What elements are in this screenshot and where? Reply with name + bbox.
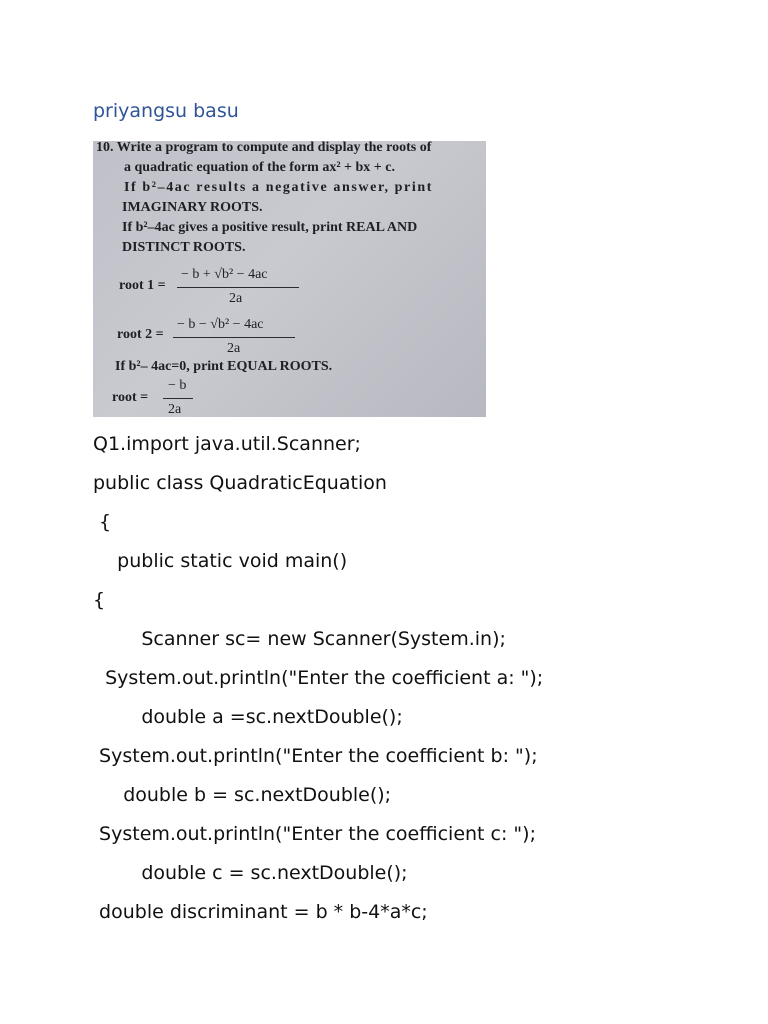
question-line-7: If b²– 4ac=0, print EQUAL ROOTS. [115,359,333,374]
root1-denominator: 2a [229,291,243,306]
root2-denominator: 2a [227,341,241,356]
code-line-5: { [93,589,106,611]
root1-label: root 1 = [119,278,166,293]
question-line-6: DISTINCT ROOTS. [122,240,246,255]
code-line-7: System.out.println("Enter the coefficient a: "); [93,667,544,689]
code-line-10: double b = sc.nextDouble(); [93,784,392,806]
code-line-13: double discriminant = b * b-4*a*c; [93,901,428,923]
code-line-6: Scanner sc= new Scanner(System.in); [93,628,506,650]
code-line-2: public class QuadraticEquation [93,472,387,494]
root2-numerator: − b − √b² − 4ac [177,317,264,332]
root-label: root = [112,390,149,405]
code-line-1: Q1.import java.util.Scanner; [93,433,361,455]
code-line-4: public static void main() [93,550,348,572]
question-line-4: IMAGINARY ROOTS. [122,200,263,215]
root-numerator: − b [168,378,187,393]
question-line-5: If b²–4ac gives a positive result, print REAL AND [122,220,418,235]
root-denominator: 2a [168,402,182,417]
root2-label: root 2 = [117,327,164,342]
author-name: priyangsu basu [93,100,239,122]
root2-fraction-bar [173,337,295,338]
code-line-3: { [93,511,112,533]
code-line-9: System.out.println("Enter the coefficient b: "); [93,745,538,767]
question-line-2: a quadratic equation of the form ax² + bx + c. [124,160,395,175]
question-line-1: 10. Write a program to compute and display the roots of [96,141,432,155]
question-photo [93,141,486,417]
code-line-8: double a =sc.nextDouble(); [93,706,403,728]
code-line-11: System.out.println("Enter the coefficient c: "); [93,823,536,845]
root-fraction-bar [163,398,193,399]
root1-fraction-bar [177,287,299,288]
code-line-12: double c = sc.nextDouble(); [93,862,408,884]
question-line-3: If b²–4ac results a negative answer, print [124,180,434,195]
root1-numerator: − b + √b² − 4ac [181,267,268,282]
